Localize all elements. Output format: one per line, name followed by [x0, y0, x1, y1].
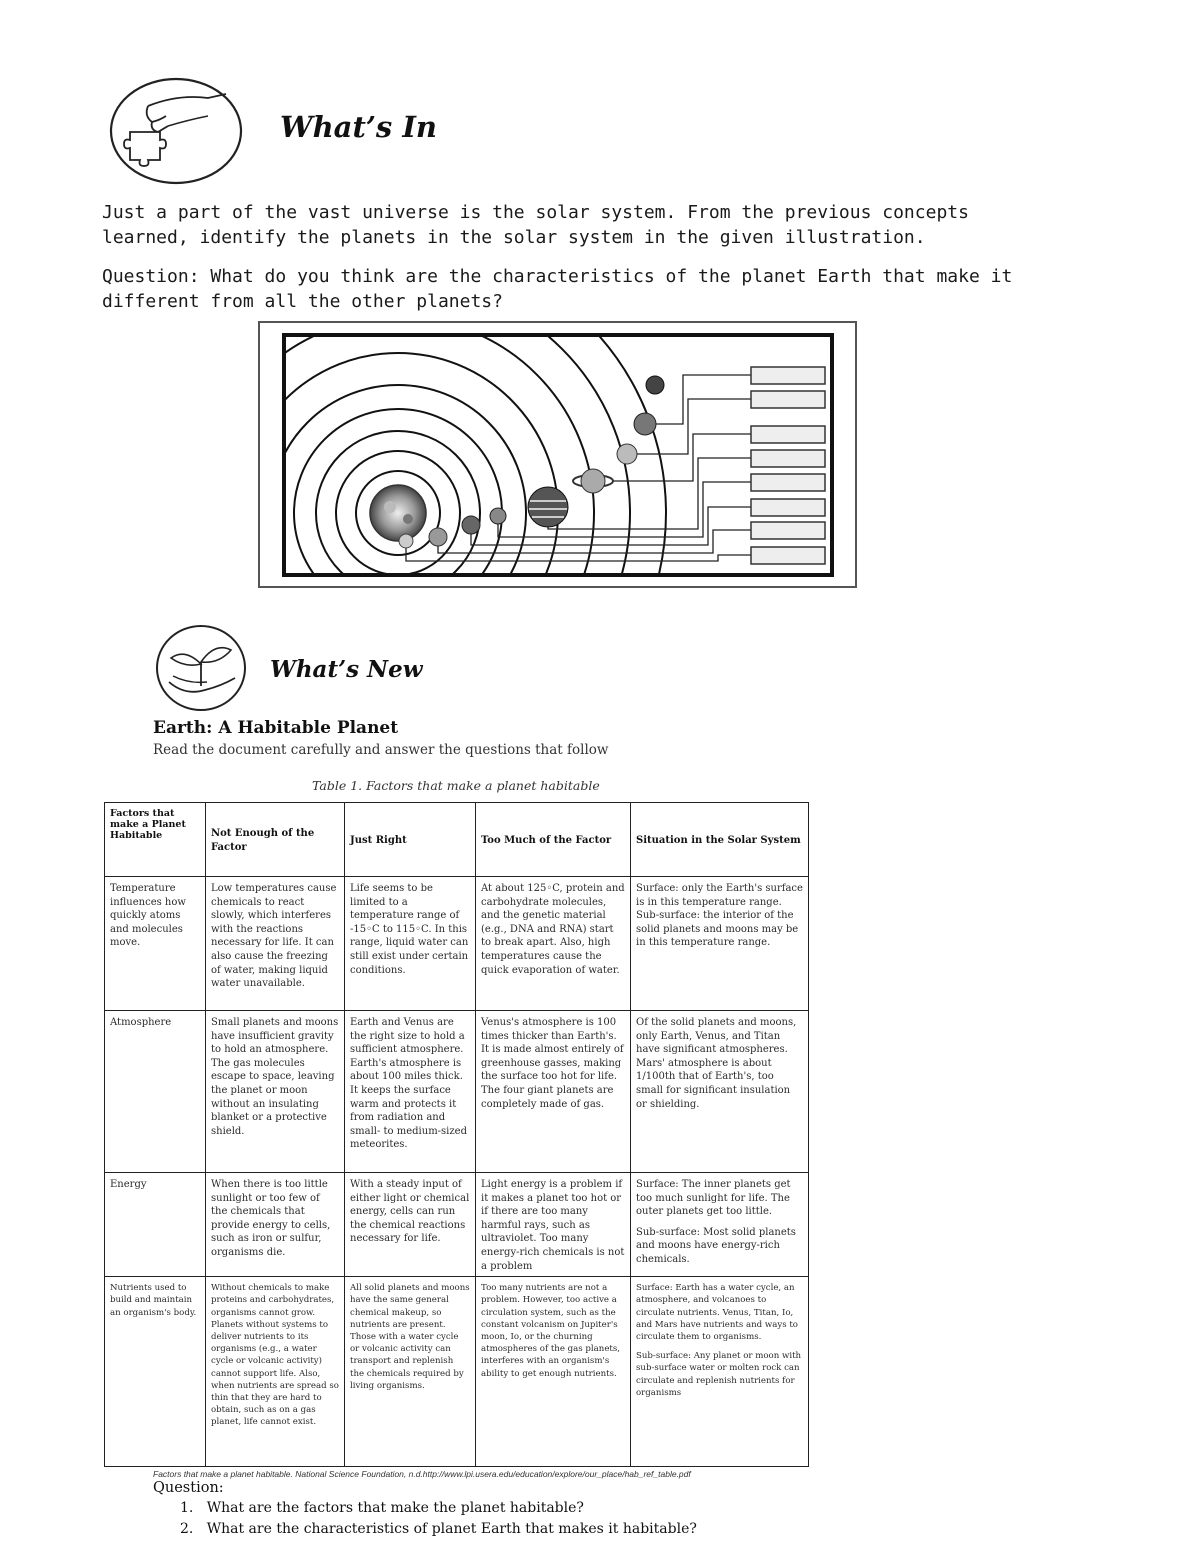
- row-situation: [631, 1277, 809, 1467]
- row-not-enough: When there is too little sunlight or too few of the chemicals that provide energy to cells, such as iron or sulfur, organisms die.: [206, 1173, 345, 1277]
- situation-text-subsurface: Sub-surface: Any planet or moon with sub-surface water or molten rock can circulate and replenish nutrients for organisms: [636, 1351, 802, 1398]
- source-citation: Factors that make a planet habitable. National Science Foundation, n.d.http://www.lpi.usera.edu/education/explore/our_place/hab_ref_table.pdf: [153, 1469, 691, 1479]
- row-situation: [631, 877, 809, 1011]
- situation-text: Surface: only the Earth's surface is in this temperature range. Sub-surface: the interior of the solid planets and moons may be in this temperature range.: [636, 883, 803, 949]
- row-too-much: Venus's atmosphere is 100 times thicker than Earth's. It is made almost entirely of greenhouse gasses, making the surface too hot for life. The four giant planets are completely made of gas.: [476, 1011, 631, 1173]
- question-label: Question:: [153, 1480, 224, 1496]
- row-situation: [631, 1173, 809, 1277]
- instruction-text: Read the document carefully and answer the questions that follow: [153, 742, 609, 758]
- factors-table: [104, 802, 809, 1467]
- question-text: What are the factors that make the planet habitable?: [206, 1500, 584, 1516]
- table-row: [105, 877, 809, 1011]
- question-text: What are the characteristics of planet Earth that makes it habitable?: [206, 1521, 697, 1537]
- row-factor: Nutrients used to build and maintain an organism's body.: [105, 1277, 206, 1467]
- row-too-much: Light energy is a problem if it makes a planet too hot or if there are too many harmful rays, such as ultraviolet. Too many energy-rich chemicals is not a problem: [476, 1173, 631, 1277]
- question-number: 1.: [180, 1500, 207, 1516]
- row-just-right: With a steady input of either light or chemical energy, cells can run the chemical reactions necessary for life.: [345, 1173, 476, 1277]
- situation-text: Surface: The inner planets get too much sunlight for life. The outer planets get too little.: [636, 1179, 791, 1218]
- header-situation: Situation in the Solar System: [631, 803, 809, 877]
- table-header-row: [105, 803, 809, 877]
- section-title-whats-in: What’s In: [280, 110, 438, 144]
- table-row: [105, 1277, 809, 1467]
- row-not-enough: Small planets and moons have insufficient gravity to hold an atmosphere. The gas molecules escape to space, leaving the planet or moon without an insulating blanket or a protective shield.: [206, 1011, 345, 1173]
- row-situation: [631, 1011, 809, 1173]
- table-caption: Table 1. Factors that make a planet habitable: [312, 778, 600, 793]
- puzzle-hand-icon: [108, 76, 244, 186]
- header-too-much: Too Much of the Factor: [476, 803, 631, 877]
- question-item: [180, 1500, 584, 1516]
- row-not-enough: Without chemicals to make proteins and carbohydrates, organisms cannot grow. Planets without systems to deliver nutrients to its organisms (e.g., a water cycle or volcanic activity) cannot support life. Also, when nutrients are spread so thin that they are hard to obtain, such as on a gas planet, life cannot exist.: [206, 1277, 345, 1467]
- header-factors: Factors that make a Planet Habitable: [105, 803, 206, 877]
- section-subtitle: Earth: A Habitable Planet: [153, 718, 399, 738]
- header-not-enough: Not Enough of the Factor: [206, 803, 345, 877]
- plant-hand-icon: [155, 624, 247, 712]
- row-just-right: All solid planets and moons have the same general chemical makeup, so nutrients are present. Those with a water cycle or volcanic activity can transport and replenish the chemicals required by living organisms.: [345, 1277, 476, 1467]
- intro-paragraph: Just a part of the vast universe is the solar system. From the previous concepts learned, identify the planets in the solar system in the given illustration.: [102, 202, 969, 248]
- row-not-enough: Low temperatures cause chemicals to react slowly, which interferes with the reactions necessary for life. It can also cause the freezing of water, making liquid water unavailable.: [206, 877, 345, 1011]
- question-item: [180, 1521, 697, 1537]
- situation-text: Surface: Earth has a water cycle, an atmosphere, and volcanoes to circulate nutrients. Venus, Titan, Io, and Mars have nutrients and ways to circulate them to organisms.: [636, 1283, 798, 1342]
- row-factor: Atmosphere: [105, 1011, 206, 1173]
- row-too-much: Too many nutrients are not a problem. However, too active a circulation system, such as the constant volcanism on Jupiter's moon, Io, or the churning atmospheres of the gas planets, interferes with an organism's ability to get enough nutrients.: [476, 1277, 631, 1467]
- row-factor: Energy: [105, 1173, 206, 1277]
- row-just-right: Earth and Venus are the right size to hold a sufficient atmosphere. Earth's atmosphere is about 100 miles thick. It keeps the surface warm and protects it from radiation and small- to medium-sized meteorites.: [345, 1011, 476, 1173]
- situation-text-subsurface: Sub-surface: Most solid planets and moons have energy-rich chemicals.: [636, 1226, 796, 1265]
- question-paragraph: Question: What do you think are the characteristics of the planet Earth that make it different from all the other planets?: [102, 266, 1013, 312]
- situation-text: Of the solid planets and moons, only Earth, Venus, and Titan have significant atmospheres. Mars' atmosphere is about 1/100th that of Earth's, too small for significant insulation or shielding.: [636, 1017, 797, 1110]
- question-number: 2.: [180, 1521, 207, 1537]
- row-too-much: At about 125◦C, protein and carbohydrate molecules, and the genetic material (e.g., DNA and RNA) start to break apart. Also, high temperatures cause the quick evaporation of water.: [476, 877, 631, 1011]
- table-row: [105, 1173, 809, 1277]
- row-just-right: Life seems to be limited to a temperature range of -15◦C to 115◦C. In this range, liquid water can still exist under certain conditions.: [345, 877, 476, 1011]
- factors-table-wrapper: [104, 802, 809, 1467]
- table-row: [105, 1011, 809, 1173]
- row-factor: Temperature influences how quickly atoms and molecules move.: [105, 877, 206, 1011]
- section-title-whats-new: What’s New: [270, 656, 423, 683]
- header-just-right: Just Right: [345, 803, 476, 877]
- solar-system-diagram: [258, 321, 858, 589]
